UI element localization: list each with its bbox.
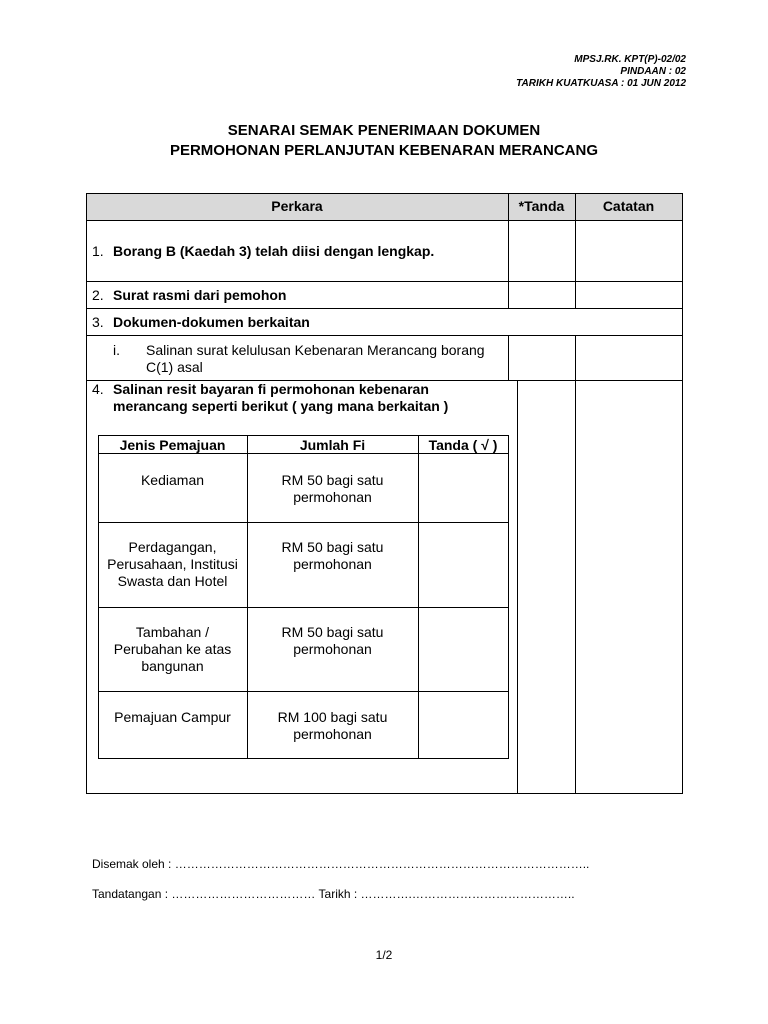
fee-row-fi: RM 50 bagi satu permohonan (281, 472, 384, 505)
fee-row-jenis: Pemajuan Campur (114, 709, 231, 725)
fee-row-fi: RM 100 bagi satu permohonan (277, 709, 388, 742)
item-text: Borang B (Kaedah 3) telah diisi dengan lengkap. (113, 243, 435, 259)
form-reference-code: MPSJ.RK. KPT(P)-02/02 (574, 54, 686, 65)
sub-item-text-cont: C(1) asal (146, 359, 203, 375)
document-title-line2: PERMOHONAN PERLANJUTAN KEBENARAN MERANCANG (169, 142, 599, 159)
fee-header-jenis: Jenis Pemajuan (119, 437, 226, 453)
page-number: 1/2 (375, 948, 393, 962)
fee-row-fi: RM 50 bagi satu permohonan (281, 624, 384, 657)
signature-date-line: Tandatangan : ……………………………… Tarikh : ………….………………………………….. (92, 887, 575, 901)
sub-item-text: Salinan surat kelulusan Kebenaran Merancang borang (146, 342, 485, 358)
fee-row-jenis: Tambahan / Perubahan ke atas bangunan (113, 624, 232, 674)
item-number: 3. (92, 314, 104, 330)
fee-row-fi: RM 50 bagi satu permohonan (281, 539, 384, 572)
column-header-catatan: Catatan (602, 198, 655, 214)
item-text: Salinan resit bayaran fi permohonan kebenaran (113, 381, 429, 397)
item-text: Surat rasmi dari pemohon (113, 287, 287, 303)
item-text: Dokumen-dokumen berkaitan (113, 314, 310, 330)
item-number: 4. (92, 381, 104, 397)
sub-item-number: i. (113, 342, 120, 358)
column-header-perkara: Perkara (271, 198, 323, 214)
form-effective-date: TARIKH KUATKUASA : 01 JUN 2012 (516, 78, 686, 89)
column-header-tanda: *Tanda (518, 198, 565, 214)
document-title-line1: SENARAI SEMAK PENERIMAAN DOKUMEN (227, 122, 541, 139)
fee-row-jenis: Perdagangan, Perusahaan, Institusi Swasta dan Hotel (107, 539, 238, 589)
fee-header-tanda: Tanda ( √ ) (428, 437, 498, 453)
checked-by-line: Disemak oleh : ………………………………………………………………………………………….. (92, 857, 590, 871)
item-number: 1. (92, 243, 104, 259)
item-text-cont: merancang seperti berikut ( yang mana berkaitan ) (113, 398, 449, 414)
item-number: 2. (92, 287, 104, 303)
fee-row-jenis: Kediaman (140, 472, 205, 488)
fee-header-jumlah: Jumlah Fi (299, 437, 366, 453)
form-amendment: PINDAAN : 02 (620, 66, 686, 77)
